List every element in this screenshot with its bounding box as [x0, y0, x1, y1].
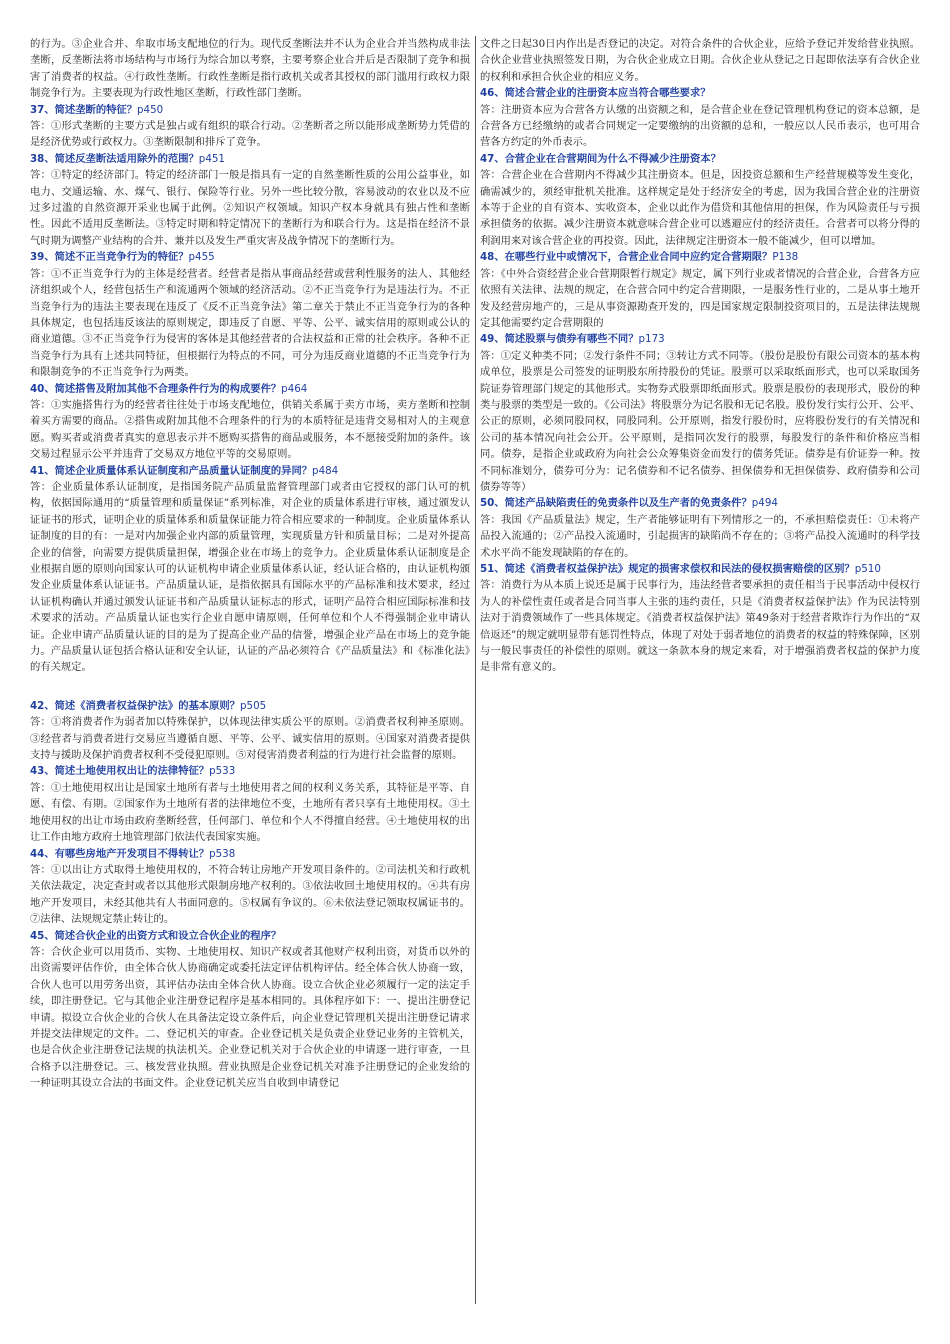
answer-text: 答：①形式垄断的主要方式是独占或有组织的联合行动。②垄断者之所以能形成垄断势力凭借的是经济优势或行政权力。③垄断限制和排斥了竞争。 [30, 120, 470, 149]
qa-item-45 [30, 928, 470, 1092]
question-heading: 43、简述土地使用权出让的法律特征？p533 [30, 765, 236, 778]
blank-gap [30, 676, 470, 698]
left-column [30, 36, 470, 1306]
question-heading: 48、在哪些行业中或情况下，合营企业合同中应约定合营期限？P138 [480, 251, 799, 264]
answer-text: 答：我国《产品质量法》规定，生产者能够证明有下列情形之一的，不承担赔偿责任：①未将产品投入流通的；②产品投入流通时，引起损害的缺陷尚不存在的；③将产品投入流通时的科学技术水平尚不能发现缺陷的存在的。 [480, 513, 920, 559]
answer-text: 答：①定义种类不同；②发行条件不同；③转让方式不同等。（股份是股份有限公司资本的基本构成单位，股票是公司签发的证明股东所持股份的凭证。股票可以采取纸面形式，也可以采取国务院证券管理部门规定的其他形式。实物券式股票即纸面形式。股票是股份的表现形式，股份的种类与股票的类型是一致的。《公司法》将股票分为记名股和无记名股。股份发行实行公开、公平、公正的原则，必须同股同权，同股同利。公开原则，指发行股份时，应将股份发行的有关情况和公司的基本情况向社会公开。公平原则，是指同次发行的股票，每股发行的条件和价格应当相同。债券，是指企业或政府为向社会公众筹集资金而发行的债务凭证。债券是有价证券一种。按不同标准划分，债券可分为：记名债券和不记名债券、担保债券和无担保债券、政府债券和公司债券等等） [480, 349, 920, 493]
qa-item-38 [30, 151, 470, 249]
qa-item-41 [30, 463, 470, 676]
question-heading: 40、简述搭售及附加其他不合理条件行为的构成要件？p464 [30, 382, 308, 395]
document-page [30, 36, 920, 1306]
qa-item-42 [30, 698, 470, 764]
qa-item-47 [480, 151, 920, 249]
answer-text: 答：合伙企业可以用货币、实物、土地使用权、知识产权或者其他财产权利出资，对货币以外的出资需要评估作价，由全体合伙人协商确定或委托法定评估机构评估。经全体合伙人协商一致，合伙人也可以用劳务出资，其评估办法由全体合伙人协商。设立合伙企业必须履行一定的法定手续，即注册登记。它与其他企业注册登记程序是基本相同的。具体程序如下：一、提出注册登记申请。拟设立合伙企业的合伙人在具备法定设立条件后，向企业登记管理机关提出注册登记请求并提交法律规定的文件。二、登记机关的审查。企业登记机关是负责企业登记业务的主管机关，也是合伙企业注册登记法规的执法机关。企业登记机关对于合伙企业的申请逐一进行审查，一旦合格予以注册登记。三、核发营业执照。营业执照是企业登记机关对准予注册登记的企业发给的一种证明其设立合法的书面文件。企业登记机关应当自收到申请登记 [30, 945, 470, 1090]
answer-text: 答：①将消费者作为弱者加以特殊保护，以体现法律实质公平的原则。②消费者权利神圣原则。③经营者与消费者进行交易应当遵循自愿、平等、公平、诚实信用的原则。④国家对消费者提供支持与援助及保护消费者权利不受侵犯原则。⑤对侵害消费者利益的行为进行社会监督的原则。 [30, 716, 470, 762]
question-heading: 44、有哪些房地产开发项目不得转让？p538 [30, 847, 236, 860]
question-heading: 45、简述合伙企业的出资方式和设立合伙企业的程序？ [30, 929, 282, 942]
answer-text: 答：①土地使用权出让是国家土地所有者与土地使用者之间的权利义务关系，其特征是平等、自愿、有偿、有期。②国家作为土地所有者的法律地位不变，土地所有者只享有土地使用权。③土地使用权的出让市场由政府垄断经营，任何部门、单位和个人不得擅自经营。④土地使用权的出让工作由地方政府土地管理部门依法代表国家实施。 [30, 781, 470, 844]
qa-item-44 [30, 846, 470, 928]
question-heading: 47、合营企业在合营期间为什么不得减少注册资本？ [480, 152, 721, 165]
answer-text: 答：企业质量体系认证制度，是指国务院产品质量监督管理部门或者由它授权的部门认可的机构，依据国际通用的“质量管理和质量保证”系列标准，对企业的质量体系进行审核，通过颁发认证证书的形式，证明企业的质量体系和质量保证能力符合相应要求的一种制度。企业质量体系认证制度的目的有：一是对内加强企业内部的质量管理，实现质量方针和质量目标；二是对外提高企业的信誉，向需要方提供质量担保，增强企业在市场上的竞争力。企业质量体系认证制度是企业根据自愿的原则向国家认可的认证机构申请企业质量体系认证，经认证合格的，由认证机构颁发企业质量体系认证证书。产品质量认证，是指依据具有国际水平的产品标准和技术要求，经过认证机构确认并通过颁发认证证书和产品质量认证标志的形式，证明产品符合相应国际标准和技术要求的活动。产品质量认证也实行企业自愿申请原则，任何单位和个人不得强制企业申请认证。企业申请产品质量认证的目的是为了提高企业产品的信誉，增强企业产品在市场上的竞争能力。产品质量认证包括合格认证和安全认证，认证的产品必须符合《产品质量法》和《标准化法》的有关规定。 [30, 480, 470, 674]
qa-item-48 [480, 249, 920, 331]
answer-text: 答：《中外合资经营企业合营期限暂行规定》规定，属下列行业或者情况的合营企业，合营各方应依照有关法律、法规的规定，在合营合同中约定合营期限，一是服务性行业的，二是从事土地开发及经营房地产的，三是从事资源勘查开发的，四是国家规定限制投资项目的，五是法律法规规定其他需要约定合营期限的 [480, 267, 920, 329]
question-heading: 46、简述合营企业的注册资本应当符合哪些要求？ [480, 87, 711, 100]
question-heading: 49、简述股票与债券有哪些不同？p173 [480, 333, 665, 346]
answer-text: 答：注册资本应为合营各方认缴的出资额之和，是合营企业在登记管理机构登记的资本总额，是合营各方已经缴纳的或者合同规定一定要缴纳的出资额的总和，一般应以人民币表示，也可用合营各方约定的外币表示。 [480, 103, 920, 149]
qa-item-50 [480, 495, 920, 561]
answer-text: 答：消费行为从本质上说还是属于民事行为，违法经营者要承担的责任相当于民事活动中侵权行为人的补偿性责任或者是合同当事人主张的违约责任，只是《消费者权益保护法》作为民法特别法对于消费领域作了一些具体规定。《消费者权益保护法》第49条对于经营者欺诈行为作出的“双倍返还”的规定就明显带有惩罚性特点，体现了对处于弱者地位的消费者的权益的特殊保障，区别与一般民事责任的补偿性的原则。就这一条款本身的规定来看，对于增强消费者权益的保护力度是非常有意义的。 [480, 579, 920, 674]
question-heading: 38、简述反垄断法适用除外的范围？p451 [30, 152, 225, 165]
column-divider [475, 36, 476, 1304]
question-heading: 51、简述《消费者权益保护法》规定的损害求偿权和民法的侵权损害赔偿的区别？p510 [480, 563, 881, 575]
answer-text: 答：①以出让方式取得土地使用权的，不符合转让房地产开发项目条件的。②司法机关和行政机关依法裁定，决定查封或者以其他形式限制房地产权利的。③依法收回土地使用权的。④共有房地产开发项目，未经其他共有人书面同意的。⑤权属有争议的。⑥未依法登记领取权属证书的。⑦法律、法规规定禁止转让的。 [30, 863, 470, 926]
qa-item-40 [30, 381, 470, 463]
qa-item-39 [30, 249, 470, 380]
continuation-paragraph: 文件之日起30日内作出是否登记的决定。对符合条件的合伙企业，应给予登记并发给营业执照。合伙企业营业执照签发日期，为合伙企业成立日期。合伙企业从登记之日起即依法享有合伙企业的权利和承担合伙企业的相应义务。 [480, 38, 920, 83]
right-column [480, 36, 920, 836]
qa-item-43 [30, 763, 470, 845]
answer-text: 答：①实施搭售行为的经营者往往处于市场支配地位，供销关系属于卖方市场，卖方垄断和控制着买方需要的商品。②搭售或附加其他不合理条件的行为的本质特征是违背交易相对人的主观意愿。购买者或消费者真实的意思表示并不愿购买搭售的商品或服务，本不愿接受附加的条件。该交易过程显示公平并违背了交易双方地位平等的交易原则。 [30, 398, 470, 461]
question-heading: 39、简述不正当竞争行为的特征？p455 [30, 251, 215, 264]
question-heading: 37、简述垄断的特征？p450 [30, 103, 164, 116]
answer-text: 答：①特定的经济部门。特定的经济部门一般是指具有一定的自然垄断性质的公用公益事业，如电力、交通运输、水、煤气、银行、保险等行业。另外一些比较分散，容易波动的农业以及不应过多过滥的自然资源开采业也属于此例。②知识产权领域。知识产权本身就具有独占性和垄断性。因此不适用反垄断法。③特定时期和特定情况下的垄断行为和联合行为。这是指在经济不景气时期为调整产业结构的合并、兼并以及发生严重灾害及战争情况下的垄断行为。 [30, 169, 470, 247]
answer-text: 答：合营企业在合营期内不得减少其注册资本。但是，因投资总额和生产经营规模等发生变化，确需减少的，须经审批机关批准。这样规定是处于经济安全的考虑，因为我国合营企业的注册资本等于企业的自有资本、实收资本，企业以此作为借贷和其他信用的担保，作为风险责任与亏损承担债务的依据。减少注册资本就意味合营企业可以逃避应付的经济责任。合营者可以将分得的利润用来对该合营企业的再投资。因此，法律规定注册资本一般不能减少，但可以增加。 [480, 169, 920, 247]
qa-item-49 [480, 331, 920, 495]
qa-item-46 [480, 85, 920, 151]
qa-item-37 [30, 102, 470, 151]
answer-text: 答：①不正当竞争行为的主体是经营者。经营者是指从事商品经营或营利性服务的法人、其他经济组织或个人，经营包括生产和流通两个领域的经济活动。②不正当竞争行为是违法行为。不正当竞争行为的违法主要表现在违反了《反不正当竞争法》第二章关于禁止不正当竞争行为的各种具体规定，也包括违反该法的原则规定，即违反了自愿、平等、公平、诚实信用的原则或公认的商业道德。③不正当竞争行为侵害的客体是其他经营者的合法权益和正常的社会秩序。各种不正当竞争行为具有上述共同特征，但根据行为特点的不同，可分为违反商业道德的不正当竞争行为和限制竞争的不正当竞争行为两类。 [30, 267, 470, 379]
intro-paragraph: 的行为。③企业合并、牟取市场支配地位的行为。现代反垄断法并不认为企业合并当然构成非法垄断，反垄断法将市场结构与市场行为综合加以考察，主要考察企业合并后是否限制了竞争和损害了消费者的权益。④行政性垄断。行政性垄断是指行政机关或者其授权的部门滥用行政权力限制竞争行为。主要表现为行政性地区垄断，行政性部门垄断。 [30, 38, 470, 100]
qa-item-51 [480, 561, 920, 676]
question-heading: 42、简述《消费者权益保护法》的基本原则？p505 [30, 699, 267, 712]
question-heading: 41、简述企业质量体系认证制度和产品质量认证制度的异同？p484 [30, 464, 339, 477]
question-heading: 50、简述产品缺陷责任的免责条件以及生产者的免责条件？p494 [480, 497, 778, 510]
